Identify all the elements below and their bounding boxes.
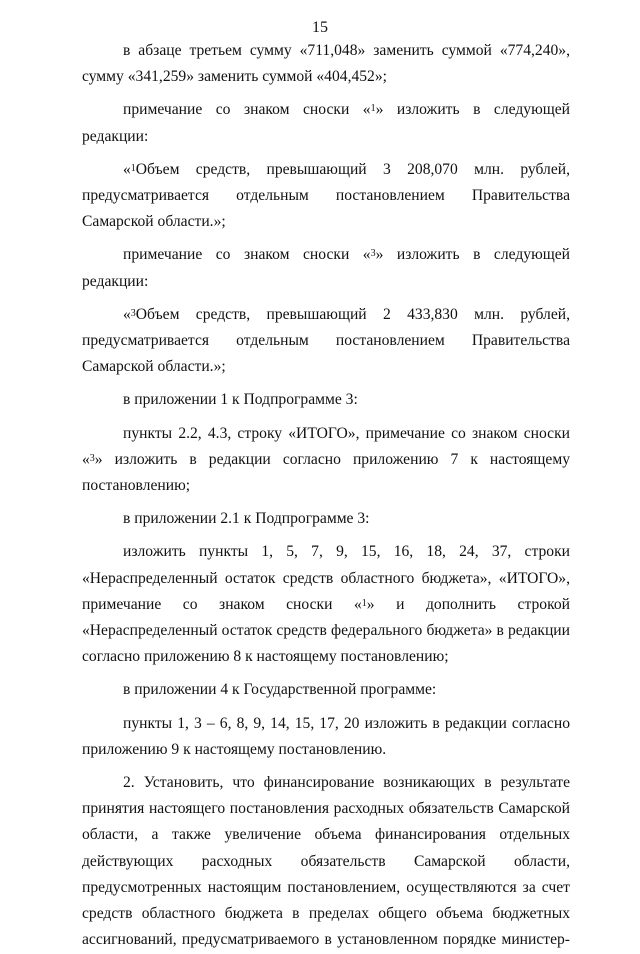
paragraph-text: » изложить в редакции согласно приложению 7 к настоящему постановлению; xyxy=(82,450,570,495)
paragraph-appendix-4-items: пункты 1, 3 – 6, 8, 9, 14, 15, 17, 20 изложить в редакции согласно приложению 9 к настоящему постановлению. xyxy=(82,714,570,758)
paragraph-text: « xyxy=(123,160,131,178)
paragraph-text: » изложить в следующей редакции: xyxy=(82,101,570,145)
footnote-mark: 3 xyxy=(370,248,376,260)
paragraph-footnote-1-note xyxy=(82,97,570,149)
paragraph-text: Объем средств, превышающий 2 433,830 млн. рублей, предусматривается отдельным постановлением Правительства Самарской области.»; xyxy=(82,305,570,376)
paragraph-footnote-3-note xyxy=(82,242,570,294)
paragraph-section-2: 2. Установить, что финансирование возникающих в результате принятия настоящего постановления расходных обязательств Самарской области, а также увеличение объема финансирования отдельных действующих расходных обязательств Самарской области, предусмотренных настоящим постановлением, осуществляются за счет средств областного бюджета в пределах общего объема бюджетных ассигнований, предусматриваемого в установленном порядке министер- xyxy=(82,774,570,949)
page-number: 15 xyxy=(312,19,328,36)
footnote-mark: 1 xyxy=(370,103,376,115)
paragraph-appendix-1: в приложении 1 к Подпрограмме 3: xyxy=(123,391,358,409)
footnote-mark: 1 xyxy=(361,597,367,609)
paragraph-text: « xyxy=(123,305,131,323)
paragraph-text: » и дополнить строкой «Нераспределенный остаток средств федерального бюджета» в редакции согласно приложению 8 к настоящему постановлению; xyxy=(82,595,570,666)
paragraph-text: изложить пункты 1, 5, 7, 9, 15, 16, 18, 24, 37, строки «Нераспределенный остаток средств областного бюджета», «ИТОГО», примечание со знаком сноски « xyxy=(82,543,570,613)
footnote-mark: 1 xyxy=(130,162,136,174)
footnote-mark: 3 xyxy=(89,452,95,464)
paragraph-footnote-3-text xyxy=(82,302,570,381)
document-body xyxy=(82,38,570,954)
paragraph-appendix-2-1: в приложении 2.1 к Подпрограмме 3: xyxy=(123,510,370,528)
paragraph-text: примечание со знаком сноски « xyxy=(123,246,371,264)
paragraph-text: » изложить в следующей редакции: xyxy=(82,246,570,290)
paragraph-text: примечание со знаком сноски « xyxy=(123,101,371,119)
paragraph-amount-replacement: в абзаце третьем сумму «711,048» заменить суммой «774,240», сумму «341,259» заменить суммой «404,452»; xyxy=(82,42,570,86)
footnote-mark: 3 xyxy=(130,307,136,319)
paragraph-text: Объем средств, превышающий 3 208,070 млн. рублей, предусматривается отдельным постановлением Правительства Самарской области.»; xyxy=(82,160,570,231)
paragraph-footnote-1-text xyxy=(82,157,570,236)
paragraph-appendix-2-1-items xyxy=(82,539,570,670)
paragraph-text: пункты 2.2, 4.3, строку «ИТОГО», примечание со знаком сноски « xyxy=(82,424,570,468)
paragraph-appendix-1-items xyxy=(82,421,570,500)
paragraph-appendix-4: в приложении 4 к Государственной программе: xyxy=(123,681,437,699)
